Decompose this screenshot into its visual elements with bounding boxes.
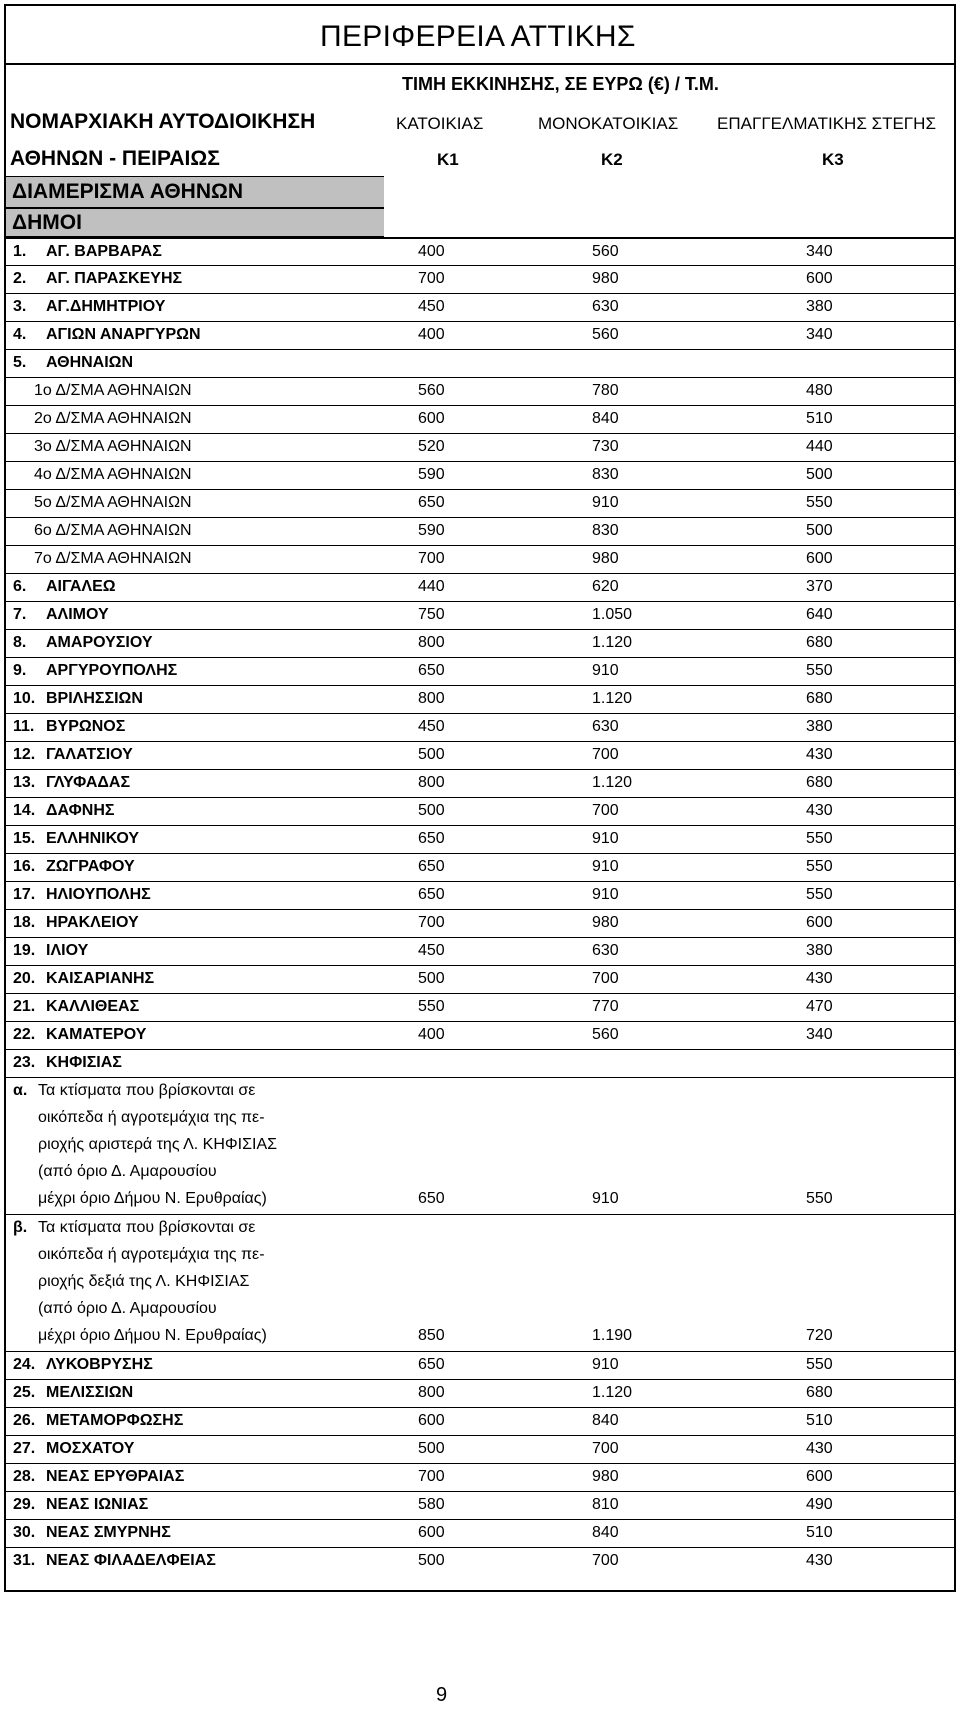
value-k2: 700 <box>592 1552 619 1569</box>
row-number: 27. <box>13 1440 36 1457</box>
row-name: ΑΓ.ΔΗΜΗΤΡΙΟΥ <box>46 298 166 315</box>
value-k1: 590 <box>418 466 445 483</box>
table-row <box>6 377 954 405</box>
value-k3: 550 <box>806 494 833 511</box>
value-k1: 450 <box>418 718 445 735</box>
value-k2: 910 <box>592 494 619 511</box>
value-k3: 500 <box>806 466 833 483</box>
row-number: 26. <box>13 1412 36 1429</box>
row-number: 11. <box>13 718 35 735</box>
row-name: ΑΓ. ΠΑΡΑΣΚΕΥΗΣ <box>46 270 183 287</box>
table-row <box>6 1547 954 1575</box>
value-k2: 630 <box>592 298 619 315</box>
value-k3: 430 <box>806 970 833 987</box>
table-row <box>6 853 954 881</box>
row-name: ΖΩΓΡΑΦΟΥ <box>46 858 135 875</box>
value-k1: 800 <box>418 1384 445 1401</box>
value-k2: 910 <box>592 830 619 847</box>
row-name: 7ο Δ/ΣΜΑ ΑΘΗΝΑΙΩΝ <box>34 550 192 567</box>
value-k1: 500 <box>418 746 445 763</box>
value-k3: 720 <box>806 1327 833 1344</box>
value-k2: 980 <box>592 914 619 931</box>
value-k3: 340 <box>806 326 833 343</box>
table-row <box>6 237 954 265</box>
row-number: 21. <box>13 998 36 1015</box>
value-k3: 430 <box>806 1552 833 1569</box>
value-k3: 680 <box>806 690 833 707</box>
row-name: ΓΑΛΑΤΣΙΟΥ <box>46 746 133 763</box>
row-name: ΝΕΑΣ ΕΡΥΘΡΑΙΑΣ <box>46 1468 185 1485</box>
value-k1: 750 <box>418 606 445 623</box>
part-description-line: Τα κτίσματα που βρίσκονται σε <box>38 1219 256 1236</box>
value-k2: 910 <box>592 1190 619 1207</box>
value-k2: 840 <box>592 1412 619 1429</box>
row-name: ΑΙΓΑΛΕΩ <box>46 578 116 595</box>
row-name: ΛΥΚΟΒΡΥΣΗΣ <box>46 1356 153 1373</box>
value-k3: 380 <box>806 942 833 959</box>
value-k2: 560 <box>592 326 619 343</box>
row-name: ΔΑΦΝΗΣ <box>46 802 115 819</box>
row-number: 6. <box>13 578 27 595</box>
table-row <box>6 461 954 489</box>
row-name: 5ο Δ/ΣΜΑ ΑΘΗΝΑΙΩΝ <box>34 494 192 511</box>
table-row <box>6 321 954 349</box>
value-k2: 840 <box>592 1524 619 1541</box>
value-k1: 560 <box>418 382 445 399</box>
row-name: 2ο Δ/ΣΜΑ ΑΘΗΝΑΙΩΝ <box>34 410 192 427</box>
row-number: 10. <box>13 690 36 707</box>
value-k3: 600 <box>806 914 833 931</box>
part-description-line: μέχρι όριο Δήμου Ν. Ερυθραίας) <box>38 1190 267 1207</box>
value-k3: 550 <box>806 886 833 903</box>
part-description-line: οικόπεδα ή αγροτεμάχια της πε- <box>38 1246 265 1263</box>
row-name: ΑΓ. ΒΑΡΒΑΡΑΣ <box>46 243 162 260</box>
table-row <box>6 657 954 685</box>
row-number: 16. <box>13 858 36 875</box>
table-row <box>6 1407 954 1435</box>
value-k3: 380 <box>806 298 833 315</box>
value-k1: 440 <box>418 578 445 595</box>
table-row <box>6 685 954 713</box>
value-k1: 600 <box>418 410 445 427</box>
table-row <box>6 601 954 629</box>
row-number: 4. <box>13 326 27 343</box>
page-number: 9 <box>436 1684 448 1706</box>
value-k3: 500 <box>806 522 833 539</box>
row-name: 4ο Δ/ΣΜΑ ΑΘΗΝΑΙΩΝ <box>34 466 192 483</box>
value-k3: 430 <box>806 1440 833 1457</box>
value-k3: 510 <box>806 410 833 427</box>
value-k2: 1.120 <box>592 774 633 791</box>
row-name: ΜΕΤΑΜΟΡΦΩΣΗΣ <box>46 1412 184 1429</box>
table-row <box>6 265 954 293</box>
table-row <box>6 433 954 461</box>
value-k3: 550 <box>806 858 833 875</box>
row-name: ΗΛΙΟΥΠΟΛΗΣ <box>46 886 151 903</box>
row-name: ΑΓΙΩΝ ΑΝΑΡΓΥΡΩΝ <box>46 326 201 343</box>
table-row <box>6 573 954 601</box>
section-label: ΔΙΑΜΕΡΙΣΜΑ ΑΘΗΝΩΝ <box>12 180 244 203</box>
value-k3: 380 <box>806 718 833 735</box>
value-k3: 470 <box>806 998 833 1015</box>
table-row <box>6 1049 954 1077</box>
value-k1: 800 <box>418 634 445 651</box>
table-row <box>6 965 954 993</box>
value-k3: 510 <box>806 1524 833 1541</box>
value-k1: 650 <box>418 1190 445 1207</box>
table-row <box>6 629 954 657</box>
table-row <box>6 769 954 797</box>
value-k1: 650 <box>418 858 445 875</box>
value-k3: 680 <box>806 774 833 791</box>
table-row <box>6 1519 954 1547</box>
row-number: 14. <box>13 802 36 819</box>
part-description-line: Τα κτίσματα που βρίσκονται σε <box>38 1082 256 1099</box>
value-k3: 430 <box>806 746 833 763</box>
row-name: ΑΜΑΡΟΥΣΙΟΥ <box>46 634 153 651</box>
municipalities-label: ΔΗΜΟΙ <box>12 211 82 234</box>
value-k1: 850 <box>418 1327 445 1344</box>
municipalities-label-cell <box>6 208 384 237</box>
part-description-line: (από όριο Δ. Αμαρουσίου <box>38 1300 217 1317</box>
table-row <box>6 405 954 433</box>
row-number: 28. <box>13 1468 36 1485</box>
table-row <box>6 517 954 545</box>
value-k3: 440 <box>806 438 833 455</box>
value-k1: 650 <box>418 662 445 679</box>
left-header-line-2: ΑΘΗΝΩΝ - ΠΕΙΡΑΙΩΣ <box>10 147 220 170</box>
part-letter: β. <box>13 1219 28 1236</box>
value-k1: 700 <box>418 550 445 567</box>
value-k2: 700 <box>592 802 619 819</box>
row-number: 29. <box>13 1496 36 1513</box>
row-name: 3ο Δ/ΣΜΑ ΑΘΗΝΑΙΩΝ <box>34 438 192 455</box>
table-row <box>6 1379 954 1407</box>
row-number: 1. <box>13 243 27 260</box>
value-k2: 620 <box>592 578 619 595</box>
value-k2: 1.120 <box>592 1384 633 1401</box>
row-number: 15. <box>13 830 36 847</box>
value-k1: 500 <box>418 970 445 987</box>
value-k1: 500 <box>418 1552 445 1569</box>
value-k2: 630 <box>592 942 619 959</box>
value-k1: 500 <box>418 802 445 819</box>
value-k1: 700 <box>418 270 445 287</box>
value-k2: 700 <box>592 746 619 763</box>
value-k1: 600 <box>418 1412 445 1429</box>
section-label-cell <box>6 176 384 208</box>
row-name: ΓΛΥΦΑΔΑΣ <box>46 774 131 791</box>
value-k2: 910 <box>592 858 619 875</box>
table-row <box>6 1463 954 1491</box>
value-k3: 550 <box>806 830 833 847</box>
value-k1: 500 <box>418 1440 445 1457</box>
value-k2: 1.050 <box>592 606 633 623</box>
value-k3: 640 <box>806 606 833 623</box>
row-name: ΒΡΙΛΗΣΣΙΩΝ <box>46 690 143 707</box>
row-number: 31. <box>13 1552 36 1569</box>
value-k3: 680 <box>806 1384 833 1401</box>
row-number: 5. <box>13 354 27 371</box>
part-description-line: μέχρι όριο Δήμου Ν. Ερυθραίας) <box>38 1327 267 1344</box>
row-name: ΑΘΗΝΑΙΩΝ <box>46 354 134 371</box>
row-name: ΝΕΑΣ ΣΜΥΡΝΗΣ <box>46 1524 171 1541</box>
value-k1: 600 <box>418 1524 445 1541</box>
value-k2: 560 <box>592 243 619 260</box>
value-k2: 830 <box>592 466 619 483</box>
column-header-k3-code: Κ3 <box>822 150 844 169</box>
value-k2: 910 <box>592 886 619 903</box>
column-header-k1-name: ΚΑΤΟΙΚΙΑΣ <box>396 114 484 133</box>
row-name: ΑΡΓΥΡΟΥΠΟΛΗΣ <box>46 662 178 679</box>
value-k2: 700 <box>592 970 619 987</box>
part-description-line: (από όριο Δ. Αμαρουσίου <box>38 1163 217 1180</box>
value-k2: 910 <box>592 1356 619 1373</box>
row-name: ΑΛΙΜΟΥ <box>46 606 109 623</box>
value-k2: 980 <box>592 1468 619 1485</box>
value-k1: 450 <box>418 942 445 959</box>
table-row <box>6 713 954 741</box>
row-number: 25. <box>13 1384 36 1401</box>
column-header-k2-name: ΜΟΝΟΚΑΤΟΙΚΙΑΣ <box>538 114 679 133</box>
value-k3: 600 <box>806 550 833 567</box>
row-name: ΜΟΣΧΑΤΟΥ <box>46 1440 135 1457</box>
row-number: 3. <box>13 298 27 315</box>
column-header-k1-code: Κ1 <box>437 150 459 169</box>
value-k2: 980 <box>592 270 619 287</box>
row-name: 6ο Δ/ΣΜΑ ΑΘΗΝΑΙΩΝ <box>34 522 192 539</box>
kifisia-part-2 <box>6 1214 954 1351</box>
row-number: 22. <box>13 1026 36 1043</box>
table-row <box>6 1491 954 1519</box>
value-k1: 700 <box>418 1468 445 1485</box>
table-row <box>6 993 954 1021</box>
table-row <box>6 741 954 769</box>
value-k3: 550 <box>806 1356 833 1373</box>
page-title: ΠΕΡΙΦΕΡΕΙΑ ΑΤΤΙΚΗΣ <box>320 20 636 53</box>
row-number: 18. <box>13 914 36 931</box>
value-k1: 800 <box>418 774 445 791</box>
row-name: ΜΕΛΙΣΣΙΩΝ <box>46 1384 134 1401</box>
value-k2: 1.120 <box>592 634 633 651</box>
price-header: ΤΙΜΗ ΕΚΚΙΝΗΣΗΣ, ΣΕ ΕΥΡΩ (€) / Τ.Μ. <box>402 74 719 94</box>
value-k3: 550 <box>806 662 833 679</box>
table-row <box>6 937 954 965</box>
value-k2: 730 <box>592 438 619 455</box>
value-k1: 800 <box>418 690 445 707</box>
value-k3: 600 <box>806 270 833 287</box>
price-table <box>4 4 956 1592</box>
value-k1: 400 <box>418 1026 445 1043</box>
value-k1: 650 <box>418 1356 445 1373</box>
value-k2: 830 <box>592 522 619 539</box>
row-name: ΝΕΑΣ ΦΙΛΑΔΕΛΦΕΙΑΣ <box>46 1552 216 1569</box>
row-name: ΚΗΦΙΣΙΑΣ <box>46 1054 122 1071</box>
part-description-line: ριοχής δεξιά της Λ. ΚΗΦΙΣΙΑΣ <box>38 1273 250 1290</box>
row-number: 17. <box>13 886 36 903</box>
row-name: ΒΥΡΩΝΟΣ <box>46 718 126 735</box>
row-name: ΙΛΙΟΥ <box>46 942 89 959</box>
value-k1: 650 <box>418 886 445 903</box>
row-number: 12. <box>13 746 36 763</box>
value-k3: 430 <box>806 802 833 819</box>
table-row <box>6 1435 954 1463</box>
value-k3: 490 <box>806 1496 833 1513</box>
column-header-k3-name: ΕΠΑΓΓΕΛΜΑΤΙΚΗΣ ΣΤΕΓΗΣ <box>717 114 936 133</box>
value-k2: 1.120 <box>592 690 633 707</box>
value-k2: 630 <box>592 718 619 735</box>
table-row <box>6 349 954 377</box>
part-description-line: οικόπεδα ή αγροτεμάχια της πε- <box>38 1109 265 1126</box>
value-k1: 550 <box>418 998 445 1015</box>
value-k1: 580 <box>418 1496 445 1513</box>
kifisia-part-1 <box>6 1077 954 1214</box>
value-k2: 840 <box>592 410 619 427</box>
value-k3: 340 <box>806 243 833 260</box>
value-k1: 590 <box>418 522 445 539</box>
row-name: 1ο Δ/ΣΜΑ ΑΘΗΝΑΙΩΝ <box>34 382 192 399</box>
left-header-line-1: ΝΟΜΑΡΧΙΑΚΗ ΑΥΤΟΔΙΟΙΚΗΣΗ <box>10 110 316 133</box>
value-k3: 680 <box>806 634 833 651</box>
row-number: 19. <box>13 942 36 959</box>
row-number: 23. <box>13 1054 36 1071</box>
value-k1: 400 <box>418 326 445 343</box>
row-number: 9. <box>13 662 27 679</box>
table-row <box>6 545 954 573</box>
value-k2: 700 <box>592 1440 619 1457</box>
title-row <box>6 6 954 65</box>
row-name: ΚΑΜΑΤΕΡΟΥ <box>46 1026 147 1043</box>
value-k3: 600 <box>806 1468 833 1485</box>
table-row <box>6 909 954 937</box>
row-number: 2. <box>13 270 27 287</box>
table-row <box>6 489 954 517</box>
row-number: 30. <box>13 1524 36 1541</box>
value-k2: 910 <box>592 662 619 679</box>
row-number: 8. <box>13 634 27 651</box>
part-description-line: ριοχής αριστερά της Λ. ΚΗΦΙΣΙΑΣ <box>38 1136 278 1153</box>
value-k3: 510 <box>806 1412 833 1429</box>
value-k2: 780 <box>592 382 619 399</box>
value-k1: 400 <box>418 243 445 260</box>
value-k1: 520 <box>418 438 445 455</box>
row-name: ΚΑΛΛΙΘΕΑΣ <box>46 998 140 1015</box>
value-k3: 480 <box>806 382 833 399</box>
value-k1: 700 <box>418 914 445 931</box>
row-name: ΗΡΑΚΛΕΙΟΥ <box>46 914 139 931</box>
table-row <box>6 825 954 853</box>
table-row <box>6 293 954 321</box>
row-name: ΚΑΙΣΑΡΙΑΝΗΣ <box>46 970 155 987</box>
row-name: ΝΕΑΣ ΙΩΝΙΑΣ <box>46 1496 149 1513</box>
value-k1: 650 <box>418 494 445 511</box>
row-name: ΕΛΛΗΝΙΚΟΥ <box>46 830 140 847</box>
row-number: 24. <box>13 1356 36 1373</box>
value-k2: 980 <box>592 550 619 567</box>
table-row <box>6 881 954 909</box>
value-k2: 810 <box>592 1496 619 1513</box>
table-row <box>6 1021 954 1049</box>
row-number: 13. <box>13 774 36 791</box>
value-k3: 340 <box>806 1026 833 1043</box>
value-k2: 770 <box>592 998 619 1015</box>
row-number: 20. <box>13 970 36 987</box>
value-k3: 550 <box>806 1190 833 1207</box>
part-letter: α. <box>13 1082 28 1099</box>
value-k3: 370 <box>806 578 833 595</box>
value-k2: 560 <box>592 1026 619 1043</box>
table-row <box>6 797 954 825</box>
value-k1: 650 <box>418 830 445 847</box>
table-row <box>6 1351 954 1379</box>
value-k1: 450 <box>418 298 445 315</box>
column-header-k2-code: Κ2 <box>601 150 623 169</box>
row-number: 7. <box>13 606 27 623</box>
value-k2: 1.190 <box>592 1327 633 1344</box>
